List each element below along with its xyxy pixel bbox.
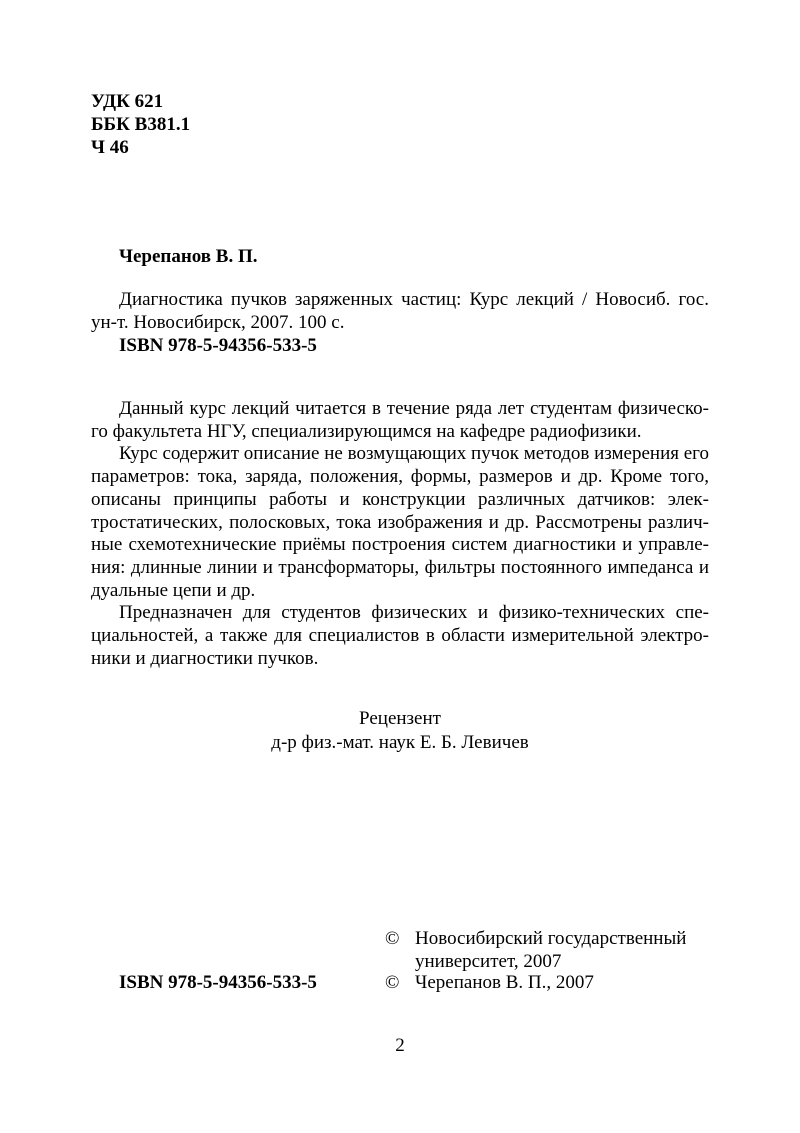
udk-code: УДК 621 [91, 91, 164, 112]
abstract-paragraph: Предназначен для студентов физических и физико-технических специальностей, а также для специалистов в области измерительной электроники и диагностики пучков. [91, 602, 709, 669]
copyright-university [385, 927, 686, 973]
copyright-university-line-1: Новосибирский государственный [415, 928, 687, 949]
page-number: 2 [395, 1035, 405, 1056]
abstract-paragraph: Курс содержит описание не возмущающих пучок методов измерения его параметров: тока, заряда, положения, формы, размеров и др. Кроме того, описаны принципы работы и конструкции различных датчиков: электростатических, полосковых, тока изображения и др. Рассмотрены различные схемотехнические приёмы построения систем диагностики и управления: длинные линии и трансформаторы, фильтры постоянного импеданса и дуальные цепи и др. [91, 443, 709, 601]
bibliographic-entry [91, 288, 709, 357]
reviewer-title: Рецензент [359, 708, 441, 729]
author-name: Черепанов В. П. [119, 246, 258, 267]
abstract [91, 398, 709, 670]
bibliographic-line-2: ун-т. Новосибирск, 2007. 100 с. [91, 312, 345, 333]
reviewer-name: д-р физ.-мат. наук Е. Б. Левичев [271, 732, 529, 753]
bbk-code: ББК В381.1 [91, 114, 191, 135]
copyright-icon: © [385, 972, 400, 993]
footer-isbn: ISBN 978-5-94356-533-5 [119, 972, 317, 993]
copyright-author-text: Черепанов В. П., 2007 [415, 972, 594, 993]
abstract-paragraph: Данный курс лекций читается в течение ряда лет студентам физического факультета НГУ, специализирующимся на кафедре радиофизики. [91, 398, 709, 442]
copyright-university-line-2: университет, 2007 [415, 951, 562, 972]
classification-block [91, 90, 190, 159]
bibliographic-line-1: Диагностика пучков заряженных частиц: Курс лекций / Новосиб. гос. [119, 289, 709, 310]
bibliographic-isbn: ISBN 978-5-94356-533-5 [119, 335, 317, 356]
copyright-icon: © [385, 928, 400, 949]
author-mark: Ч 46 [91, 137, 129, 158]
copyright-author [385, 972, 594, 994]
